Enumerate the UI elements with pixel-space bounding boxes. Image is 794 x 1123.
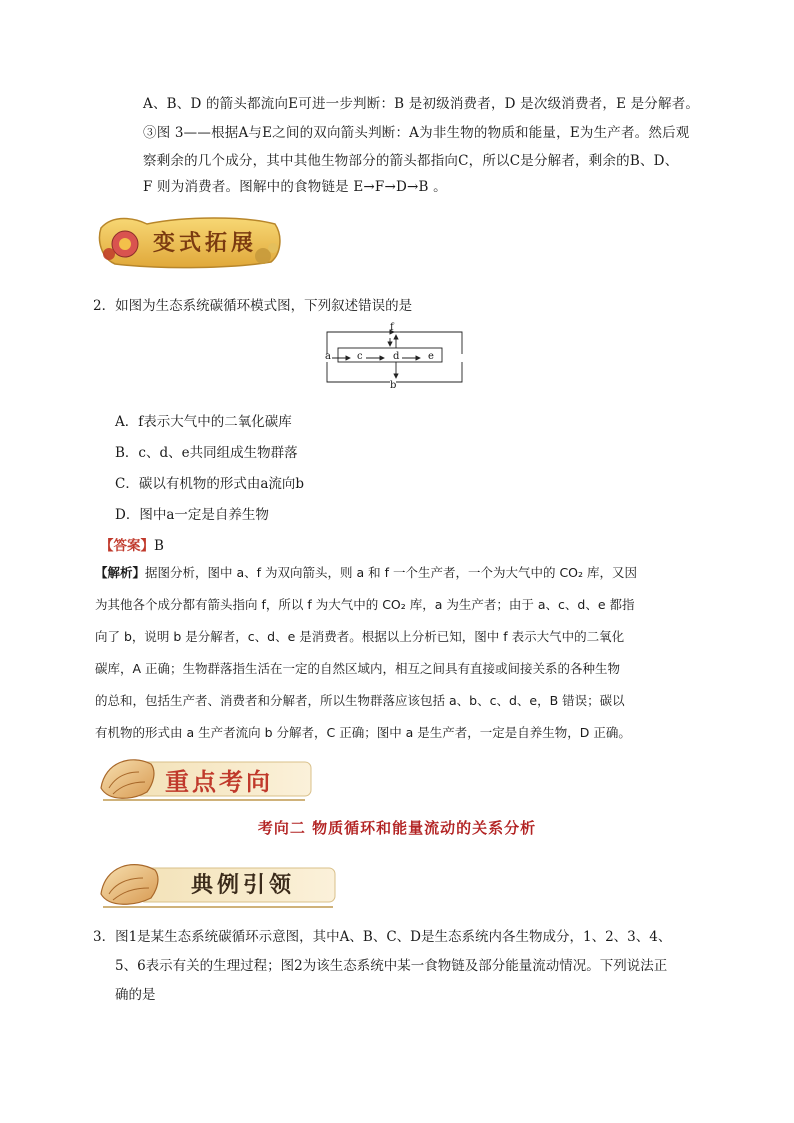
diagram-node-c: c	[357, 351, 363, 362]
option-a: A．f表示大气中的二氧化碳库	[115, 414, 292, 430]
diagram-node-d: d	[393, 351, 400, 362]
key-direction-banner	[95, 748, 315, 806]
option-c: C．碳以有机物的形式由a流向b	[115, 476, 305, 492]
diagram-node-f: f	[390, 322, 394, 333]
question-3-line-1: 3．图1是某生态系统碳循环示意图，其中A、B、C、D是生态系统内各生物成分，1、2、3、4、	[93, 929, 672, 945]
option-b: B．c、d、e共同组成生物群落	[115, 445, 298, 461]
answer-value: B	[154, 538, 164, 554]
analysis-block	[95, 557, 705, 749]
banner-title: 变式拓展	[153, 230, 258, 256]
answer-line	[100, 534, 164, 554]
carbon-cycle-diagram	[322, 324, 470, 390]
typical-example-banner	[95, 852, 340, 912]
analysis-text-1: 据图分析，图中 a、f 为双向箭头，则 a 和 f 一个生产者，一个为大气中的 CO₂ 库，又因	[145, 565, 638, 580]
analysis-line-3: 向了 b，说明 b 是分解者，c、d、e 是消费者。根据以上分析已知，图中 f 表示大气中的二氧化	[95, 629, 625, 644]
analysis-line-6: 有机物的形式由 a 生产者流向 b 分解者，C 正确；图中 a 是生产者，一定是自养生物，D 正确。	[95, 725, 631, 740]
analysis-line-2: 为其他各个成分都有箭头指向 f，所以 f 为大气中的 CO₂ 库，a 为生产者；由于 a、c、d、e 都指	[95, 597, 635, 612]
intro-line-2: ③图 3——根据A与E之间的双向箭头判断：A为非生物的物质和能量，E为生产者。然后观	[143, 125, 690, 141]
diagram-node-b: b	[390, 380, 397, 391]
diagram-node-a: a	[325, 351, 331, 362]
analysis-line-4: 碳库，A 正确；生物群落指生活在一定的自然区域内，相互之间具有直接或间接关系的各种生物	[95, 661, 621, 676]
question-3-line-2: 5、6表示有关的生理过程；图2为该生态系统中某一食物链及部分能量流动情况。下列说法正	[115, 958, 668, 974]
analysis-line-5: 的总和，包括生产者、消费者和分解者，所以生物群落应该包括 a、b、c、d、e，B 错误；碳以	[95, 693, 625, 708]
question-3-line-3: 确的是	[115, 987, 156, 1003]
section-title: 考向二 物质循环和能量流动的关系分析	[257, 819, 537, 837]
variant-expansion-banner	[95, 210, 285, 272]
banner-title: 重点考向	[165, 767, 273, 796]
option-d: D．图中a一定是自养生物	[115, 507, 269, 523]
intro-line-3: 察剩余的几个成分，其中其他生物部分的箭头都指向C，所以C是分解者，剩余的B、D、	[143, 153, 679, 169]
banner-title: 典例引领	[191, 872, 296, 898]
analysis-label: 【解析】	[95, 565, 146, 580]
analysis-line-1	[95, 557, 705, 589]
answer-label: 【答案】	[100, 538, 154, 554]
diagram-node-e: e	[428, 351, 434, 362]
intro-line-4: F 则为消费者。图解中的食物链是 E→F→D→B 。	[143, 179, 447, 195]
intro-line-1: A、B、D 的箭头都流向E可进一步判断：B 是初级消费者，D 是次级消费者，E 是分解者。	[143, 96, 700, 112]
question-2-stem: 2．如图为生态系统碳循环模式图，下列叙述错误的是	[93, 298, 413, 314]
